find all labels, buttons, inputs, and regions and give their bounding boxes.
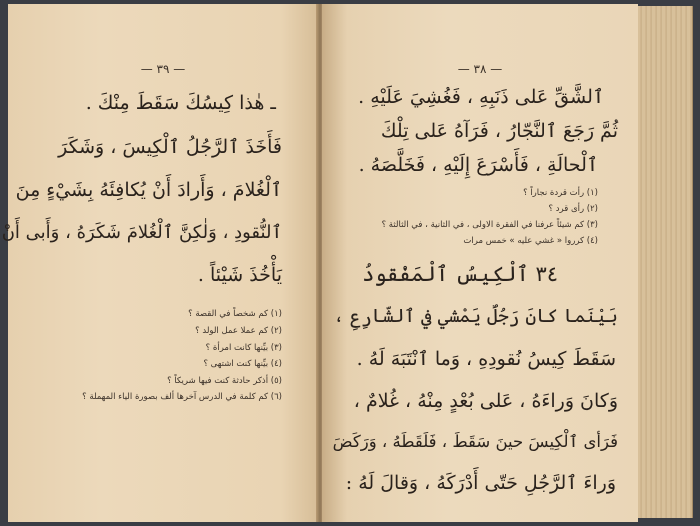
story-line-2: سَقَطَ كِيسُ نُقودِهِ ، وَما ٱنْتَبَهَ لَهُ . [356,348,616,370]
story-line-5: وَراءَ ٱلرَّجُلِ حَتّى أَدْرَكَهُ ، وَقالَ لَهُ : [345,472,616,494]
left-note-4: (٤) بيِّنها كنت اشتهى ؟ [203,359,282,369]
left-note-1: (١) كم شخصاً في القصة ؟ [188,309,282,319]
left-page-number: — ٣٩ — [140,62,186,76]
page-edges [638,6,693,518]
right-note-1: (١) رأت قردة نجاراً ؟ [523,188,598,198]
right-line-3: ٱلْحالَةِ ، فَأَسْرَعَ إِلَيْهِ ، فَخَلَّصَهُ . [358,154,598,176]
left-line-2: فَأَخَذَ ٱلرَّجُلُ ٱلْكِيسَ ، وَشَكَرَ [58,136,282,158]
left-note-5: (٥) أذكر حادثة كنت فيها شريكاً ؟ [167,376,282,386]
left-line-1: ـ هٰذا كِيسُكَ سَقَطَ مِنْكَ . [85,92,276,114]
right-line-1: ٱلشَّقِّ عَلى ذَنَبِهِ ، فَغُشِيَ عَلَيْهِ . [358,86,604,108]
right-line-2: ثُمَّ رَجَعَ ٱلنَّجّارُ ، فَرَآهُ عَلى تِلْكَ [380,120,618,142]
lesson-heading: ٣٤ ٱلْكِيسُ ٱلْمَفْقودُ [362,262,558,286]
right-note-3: (٣) كم شيئاً عرفنا في الفقرة الاولى ، في الثانية ، في الثالثة ؟ [381,220,598,230]
left-line-3: ٱلْغُلامَ ، وَأَرادَ أَنْ يُكافِئَهُ بِشَيْءٍ مِنَ [15,179,282,201]
left-line-4: ٱلنُّقودِ ، وَلٰكِنَّ ٱلْغُلامَ شَكَرَهُ ، وَأَبى أَنْ [1,222,282,243]
story-line-3: وَكانَ وَراءَهُ ، عَلى بُعْدٍ مِنْهُ ، غُلامٌ ، [353,390,618,412]
story-line-4: فَرَأى ٱلْكِيسَ حينَ سَقَطَ ، فَلَقَطَهُ ، وَرَكَضَ [332,432,618,451]
left-note-2: (٢) كم عملا عمل الولد ؟ [195,326,282,336]
left-page [1,4,318,522]
right-page-number: — ٣٨ — [457,62,503,76]
left-note-6: (٦) كم كلمة في الدرس آخرها ألف بصورة الياء المهملة ؟ [82,392,282,402]
open-book [1,4,692,522]
left-note-3: (٣) بيِّنها كانت امرأة ؟ [205,343,282,353]
left-line-5: يَأْخُذَ شَيْئاً . [197,264,282,286]
story-line-1: بَيْنَما كانَ رَجُلٌ يَمْشي في ٱلشّارِعِ ، [333,306,618,327]
right-note-4: (٤) كرروا « غشي عليه » خمس مرات [463,236,598,246]
right-note-2: (٢) رأى قرد ؟ [548,204,598,214]
right-page [322,4,638,522]
